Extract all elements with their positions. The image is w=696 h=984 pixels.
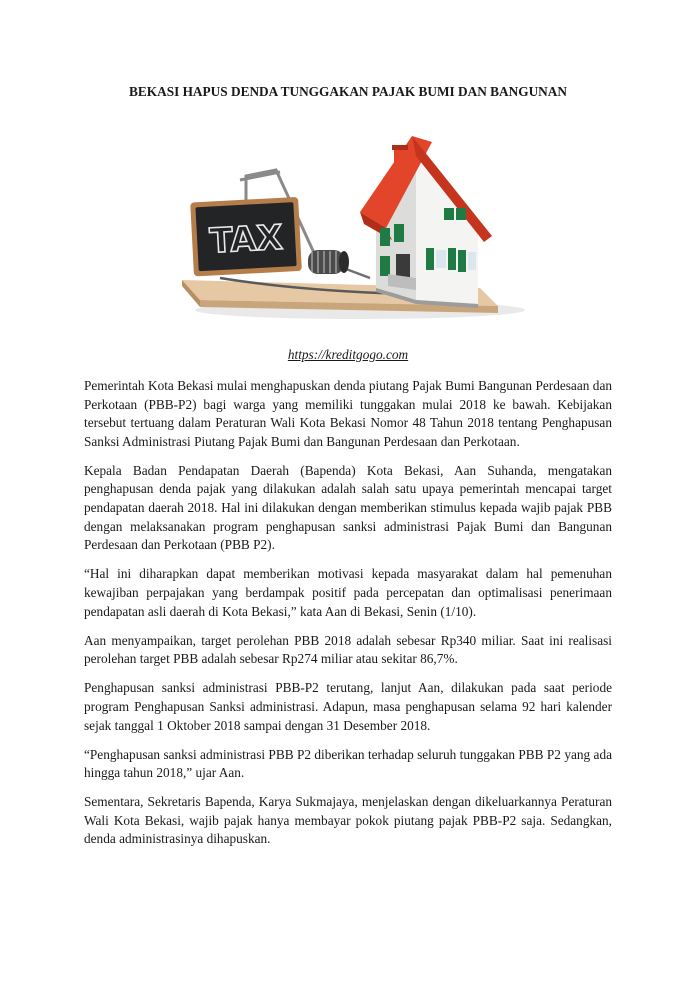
paragraph: Sementara, Sekretaris Bapenda, Karya Sukmajaya, menjelaskan dengan dikeluarkannya Peraturan Wali Kota Bekasi, wajib pajak hanya membayar pokok piutang pajak PBB-P2 saja. Sedangkan, denda administrasinya dihapuskan. [84, 794, 612, 847]
tax-chalkboard [190, 197, 302, 277]
paragraph: Aan menyampaikan, target perolehan PBB 2018 adalah sebesar Rp340 miliar. Saat ini realisasi perolehan target PBB adalah sebesar Rp274 miliar atau sekitar 86,7%. [84, 632, 612, 667]
house [360, 136, 492, 308]
article-image [180, 128, 528, 324]
tax-house-mousetrap-illustration [180, 128, 528, 324]
paragraph: Kepala Badan Pendapatan Daerah (Bapenda) Kota Bekasi, Aan Suhanda, mengatakan penghapusan denda pajak yang dilakukan adalah salah satu upaya pemerintah mencapai target pendapatan daerah 2018. Hal ini dilakukan dengan memberikan stimulus kepada wajib pajak PBB dengan melaksanakan program penghapusan sanksi administrasi Pajak Bumi dan Bangunan Perdesaan dan Perkotaan (PBB P2). [84, 462, 612, 553]
trap-spring [308, 250, 349, 274]
image-source-link[interactable]: https://kreditgogo.com [287, 347, 409, 362]
paragraph: Penghapusan sanksi administrasi PBB-P2 terutang, lanjut Aan, dilakukan pada saat periode program Penghapusan Sanksi administrasi. Adapun, masa penghapusan selama 92 hari kalender sejak tanggal 1 Oktober 2018 sampai dengan 31 Desember 2018. [84, 680, 612, 733]
paragraph: “Hal ini diharapkan dapat memberikan motivasi kepada masyarakat dalam hal pemenuhan kewajiban perpajakan yang berdampak positif pada percepatan dan optimalisasi penerimaan pendapatan asli daerah di Kota Bekasi,” kata Aan di Bekasi, Senin (1/10). [84, 566, 612, 619]
tax-sign-text: TAX [208, 217, 284, 262]
paragraph: “Penghapusan sanksi administrasi PBB P2 diberikan terhadap seluruh tunggakan PBB P2 yang ada hingga tahun 2018,” ujar Aan. [84, 746, 612, 781]
article-body [84, 377, 612, 860]
article-title: BEKASI HAPUS DENDA TUNGGAKAN PAJAK BUMI DAN BANGUNAN [129, 84, 567, 99]
paragraph: Pemerintah Kota Bekasi mulai menghapuskan denda piutang Pajak Bumi Bangunan Perdesaan dan Perkotaan (PBB-P2) bagi warga yang memiliki tunggakan mulai 2018 ke bawah. Kebijakan tersebut tertuang dalam Peraturan Wali Kota Bekasi Nomor 48 Tahun 2018 tentang Penghapusan Sanksi Administrasi Piutang Pajak Bumi dan Bangunan Perdesaan dan Perkotaan. [84, 378, 612, 449]
